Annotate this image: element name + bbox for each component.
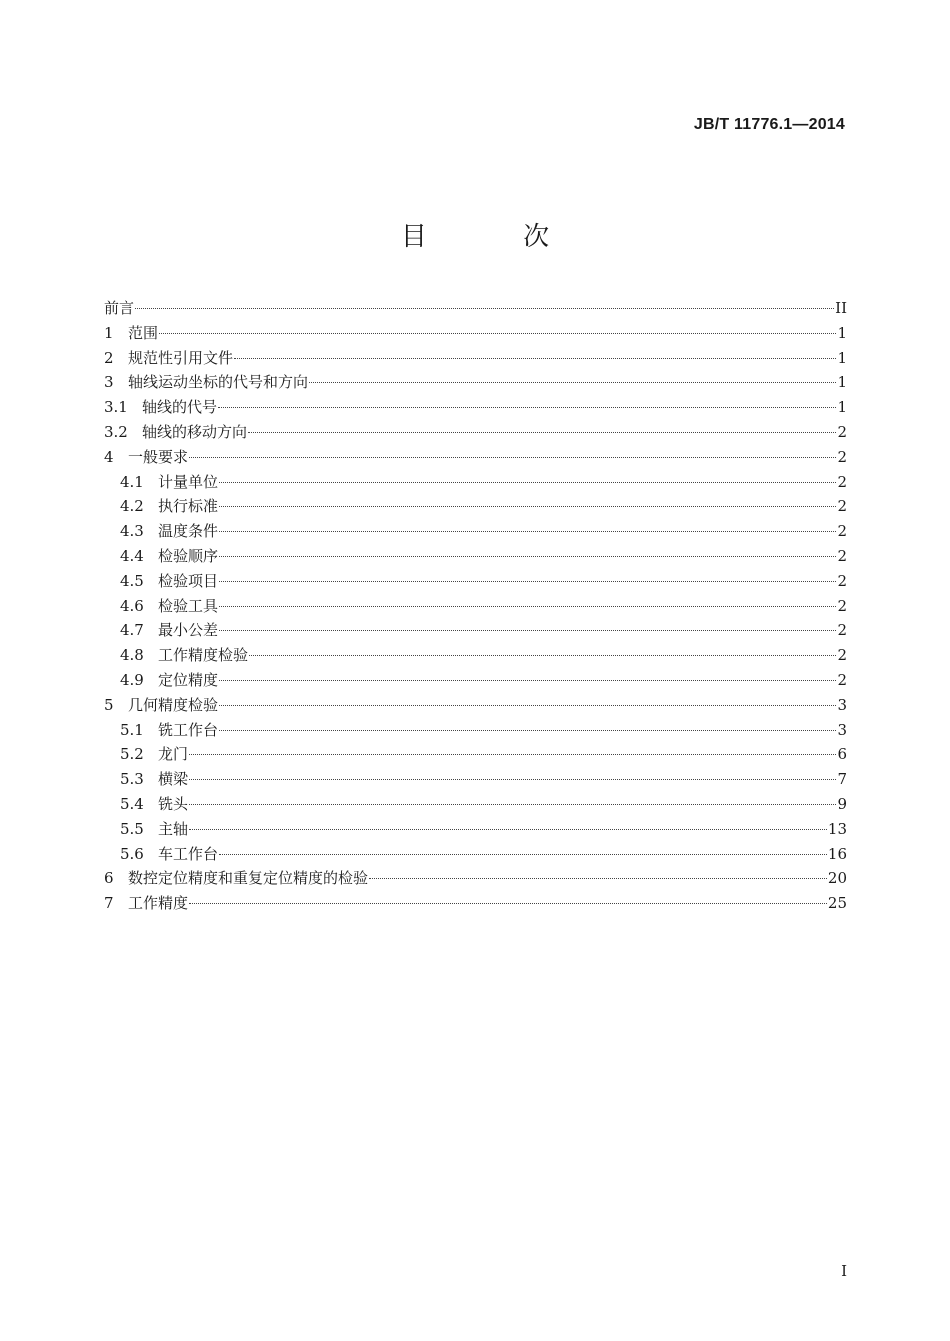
- toc-entry-label: 计量单位: [158, 472, 219, 491]
- toc-entry-label: 铣头: [158, 794, 189, 813]
- toc-entry-label: 数控定位精度和重复定位精度的检验: [128, 869, 369, 888]
- toc-entry[interactable]: [104, 618, 847, 643]
- toc-entry-label: 横梁: [158, 770, 189, 789]
- toc-entry-page: 2: [837, 546, 847, 565]
- toc-entry-number: 5: [104, 695, 114, 714]
- toc-entry-number: 4.4: [120, 546, 144, 565]
- toc-entry-page: 1: [837, 323, 847, 342]
- toc-leader-dots: [219, 705, 836, 706]
- toc-entry-page: 9: [837, 794, 847, 813]
- toc-entry[interactable]: [104, 346, 847, 371]
- toc-entry-number: 5.3: [120, 770, 144, 789]
- toc-leader-dots: [189, 457, 836, 458]
- toc-leader-dots: [218, 407, 836, 408]
- toc-entry-page: 2: [837, 447, 847, 466]
- toc-entry-label: 最小公差: [158, 621, 219, 640]
- toc-entry-label: 轴线的移动方向: [142, 422, 248, 441]
- toc-leader-dots: [249, 655, 836, 656]
- toc-entry-page: 16: [827, 844, 847, 863]
- toc-entry-page: 20: [827, 869, 847, 888]
- toc-entry-number: 4.6: [120, 596, 144, 615]
- toc-entry-page: 1: [837, 348, 847, 367]
- toc-entry[interactable]: [104, 519, 847, 544]
- toc-leader-dots: [219, 680, 836, 681]
- toc-entry-label: 龙门: [158, 745, 189, 764]
- toc-entry[interactable]: [104, 420, 847, 445]
- toc-entry-label: 工作精度: [128, 894, 189, 913]
- toc-entry-number: 4: [104, 447, 114, 466]
- toc-entry-number: 4.8: [120, 646, 144, 665]
- toc-entry[interactable]: [104, 445, 847, 470]
- toc-entry-number: 4.5: [120, 571, 144, 590]
- toc-entry-label: 一般要求: [128, 447, 189, 466]
- toc-entry-number: 4.3: [120, 522, 144, 541]
- toc-entry-label: 范围: [128, 323, 159, 342]
- toc-entry-page: 2: [837, 596, 847, 615]
- toc-entry[interactable]: [104, 866, 847, 891]
- toc-entry-number: 4.1: [120, 472, 144, 491]
- toc-entry-page: 2: [837, 522, 847, 541]
- toc-entry-page: 2: [837, 670, 847, 689]
- toc-entry-page: 2: [837, 621, 847, 640]
- toc-entry-label: 温度条件: [158, 522, 219, 541]
- toc-leader-dots: [219, 531, 836, 532]
- toc-entry-page: 1: [837, 398, 847, 417]
- toc-leader-dots: [219, 506, 836, 507]
- toc-entry-page: II: [835, 299, 847, 317]
- toc-entry[interactable]: [104, 718, 847, 743]
- standard-code: JB/T 11776.1—2014: [693, 116, 845, 133]
- toc-entry-page: 3: [837, 695, 847, 714]
- toc-entry-number: 1: [104, 323, 114, 342]
- toc-entry[interactable]: [104, 817, 847, 842]
- toc-entry-page: 3: [837, 720, 847, 739]
- toc-entry-page: 1: [837, 373, 847, 392]
- toc-entry-page: 6: [837, 745, 847, 764]
- toc-entry-number: 4.7: [120, 621, 144, 640]
- toc-leader-dots: [159, 333, 836, 334]
- table-of-contents: [104, 296, 847, 916]
- toc-leader-dots: [219, 630, 836, 631]
- toc-entry-label: 执行标准: [158, 497, 219, 516]
- toc-entry-page: 13: [827, 819, 847, 838]
- toc-entry[interactable]: [104, 842, 847, 867]
- toc-leader-dots: [309, 382, 836, 383]
- toc-entry[interactable]: [104, 395, 847, 420]
- toc-entry-number: 2: [104, 348, 114, 367]
- toc-entry[interactable]: [104, 643, 847, 668]
- toc-entry-page: 2: [837, 497, 847, 516]
- toc-entry-page: 25: [827, 894, 847, 913]
- toc-entry-number: 5.5: [120, 819, 144, 838]
- toc-leader-dots: [219, 854, 827, 855]
- toc-entry-number: 4.9: [120, 670, 144, 689]
- toc-leader-dots: [219, 730, 836, 731]
- toc-entry[interactable]: [104, 569, 847, 594]
- toc-title: 目 次: [400, 222, 594, 252]
- toc-entry[interactable]: [104, 296, 847, 321]
- toc-entry-label: 检验项目: [158, 571, 219, 590]
- toc-entry-label: 铣工作台: [158, 720, 219, 739]
- toc-entry-page: 2: [837, 571, 847, 590]
- toc-leader-dots: [135, 308, 834, 309]
- toc-entry[interactable]: [104, 693, 847, 718]
- toc-entry-label: 检验工具: [158, 596, 219, 615]
- toc-entry-label: 轴线运动坐标的代号和方向: [128, 373, 309, 392]
- toc-entry[interactable]: [104, 594, 847, 619]
- toc-leader-dots: [234, 358, 836, 359]
- toc-entry[interactable]: [104, 742, 847, 767]
- toc-entry-label: 规范性引用文件: [128, 348, 234, 367]
- toc-entry-number: 3.1: [104, 398, 128, 417]
- toc-entry-label: 轴线的代号: [142, 398, 218, 417]
- toc-entry[interactable]: [104, 494, 847, 519]
- toc-entry-number: 5.2: [120, 745, 144, 764]
- toc-leader-dots: [219, 606, 836, 607]
- toc-entry-number: 3.2: [104, 422, 128, 441]
- toc-entry-label: 检验顺序: [158, 546, 219, 565]
- toc-entry-number: 3: [104, 373, 114, 392]
- toc-entry-page: 2: [837, 646, 847, 665]
- toc-leader-dots: [189, 754, 836, 755]
- toc-entry-number: 5.1: [120, 720, 144, 739]
- toc-entry-label: 几何精度检验: [128, 695, 219, 714]
- toc-entry-page: 2: [837, 472, 847, 491]
- toc-leader-dots: [369, 878, 827, 879]
- toc-entry[interactable]: [104, 370, 847, 395]
- toc-entry[interactable]: [104, 668, 847, 693]
- toc-entry-number: 5.4: [120, 794, 144, 813]
- toc-entry-page: 2: [837, 422, 847, 441]
- toc-entry[interactable]: [104, 544, 847, 569]
- toc-leader-dots: [189, 829, 827, 830]
- toc-entry-number: 7: [104, 894, 114, 913]
- toc-leader-dots: [189, 804, 836, 805]
- toc-entry[interactable]: [104, 470, 847, 495]
- toc-entry-label: 车工作台: [158, 844, 219, 863]
- toc-leader-dots: [219, 581, 836, 582]
- toc-leader-dots: [189, 779, 836, 780]
- toc-leader-dots: [248, 432, 836, 433]
- toc-entry-label: 主轴: [158, 819, 189, 838]
- toc-entry-number: 6: [104, 869, 114, 888]
- toc-entry-label: 前言: [104, 299, 135, 317]
- toc-entry-label: 工作精度检验: [158, 646, 249, 665]
- toc-leader-dots: [189, 903, 827, 904]
- toc-entry-number: 4.2: [120, 497, 144, 516]
- toc-entry[interactable]: [104, 767, 847, 792]
- toc-entry[interactable]: [104, 321, 847, 346]
- toc-entry-page: 7: [837, 770, 847, 789]
- toc-entry-label: 定位精度: [158, 670, 219, 689]
- page-number: I: [841, 1262, 847, 1280]
- toc-entry[interactable]: [104, 891, 847, 916]
- toc-leader-dots: [219, 556, 836, 557]
- toc-entry-number: 5.6: [120, 844, 144, 863]
- toc-leader-dots: [219, 482, 836, 483]
- toc-entry[interactable]: [104, 792, 847, 817]
